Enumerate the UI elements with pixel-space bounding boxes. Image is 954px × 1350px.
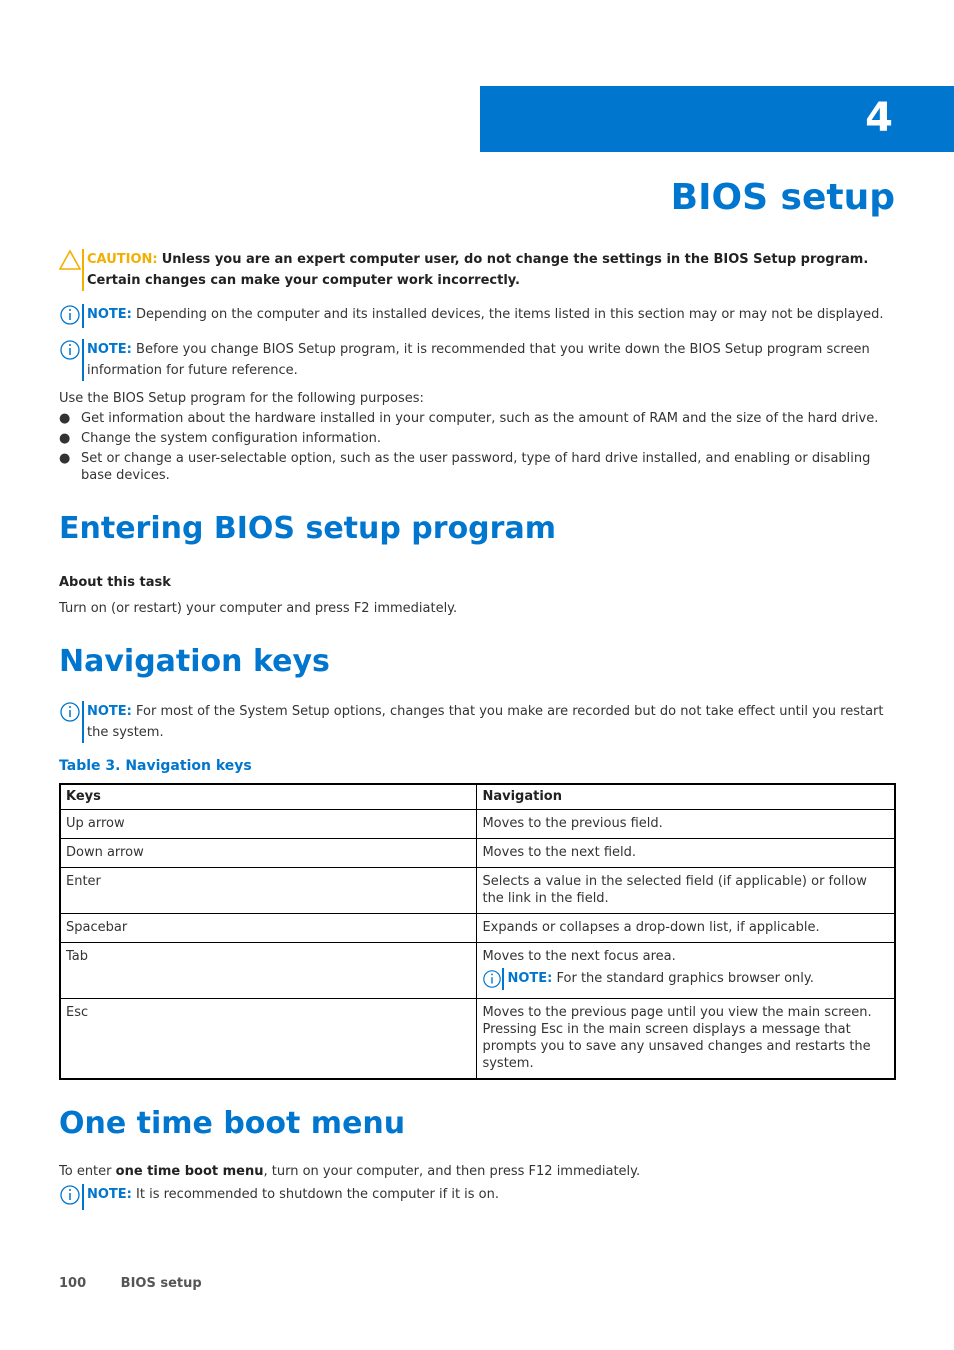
note-label: NOTE: (87, 704, 132, 719)
note-label: NOTE: (87, 307, 132, 322)
note-text: For most of the System Setup options, changes that you make are recorded but do not take effect until you restart the system. (87, 704, 884, 740)
caution-label: CAUTION: (87, 252, 158, 267)
key-cell: Spacebar (60, 914, 477, 943)
note-text: Depending on the computer and its installed devices, the items listed in this section may or may not be displayed. (136, 307, 884, 322)
table-row (60, 868, 895, 914)
note-callout (59, 1184, 899, 1208)
info-icon (59, 701, 81, 723)
intro-text: Use the BIOS Setup program for the following purposes: (59, 391, 424, 406)
boot-instructions: To enter one time boot menu, turn on your computer, and then press F12 immediately. (59, 1164, 641, 1179)
list-item: ● Change the system configuration information. (59, 431, 382, 446)
note-text: Before you change BIOS Setup program, it is recommended that you write down the BIOS Setup program screen information for future reference. (87, 342, 870, 378)
table-row (60, 999, 895, 1080)
section-heading-boot: One time boot menu (59, 1106, 406, 1141)
key-cell: Esc (60, 999, 477, 1080)
info-icon (482, 969, 502, 989)
navigation-keys-table (59, 783, 896, 1080)
footer-title: BIOS setup (120, 1276, 202, 1291)
table-row (60, 943, 895, 999)
info-icon (59, 339, 81, 361)
navigation-cell: Expands or collapses a drop-down list, if applicable. (477, 914, 895, 943)
section-heading-entering: Entering BIOS setup program (59, 511, 556, 546)
navigation-text: Moves to the next focus area. (482, 949, 676, 964)
entering-instructions: Turn on (or restart) your computer and press F2 immediately. (59, 601, 458, 616)
column-header-navigation: Navigation (477, 784, 895, 810)
warning-icon (59, 249, 81, 271)
column-header-keys: Keys (60, 784, 477, 810)
caution-notice (59, 249, 899, 293)
note-text: For the standard graphics browser only. (556, 971, 814, 986)
table-row (60, 914, 895, 943)
note-callout (59, 339, 899, 383)
key-cell: Down arrow (60, 839, 477, 868)
key-cell: Up arrow (60, 810, 477, 839)
chapter-number: 4 (865, 95, 893, 141)
chapter-banner (480, 86, 954, 152)
note-label: NOTE: (507, 971, 553, 986)
key-cell: Tab (60, 943, 477, 999)
table-row (60, 839, 895, 868)
info-icon (59, 304, 81, 326)
table-header-row (60, 784, 895, 810)
navigation-cell: Moves to the previous page until you view the main screen. Pressing Esc in the main screen displays a message that prompts you to save any unsaved changes and restarts the system. (477, 999, 895, 1080)
chapter-title: BIOS setup (670, 177, 895, 218)
list-item: ● Set or change a user-selectable option, such as the user password, type of hard drive installed, and enabling or disabling base devices. (59, 451, 871, 483)
note-label: NOTE: (87, 1187, 132, 1202)
caution-text: Unless you are an expert computer user, do not change the settings in the BIOS Setup program. Certain changes can make your computer work incorrectly. (87, 252, 869, 288)
page-footer (59, 1276, 202, 1291)
note-label: NOTE: (87, 342, 132, 357)
section-heading-navigation: Navigation keys (59, 644, 330, 679)
table-row (60, 810, 895, 839)
list-item: ● Get information about the hardware installed in your computer, such as the amount of RAM and the size of the hard drive. (59, 411, 879, 426)
navigation-cell (477, 943, 895, 999)
navigation-cell: Moves to the next field. (477, 839, 895, 868)
note-callout (482, 968, 889, 992)
navigation-cell: Moves to the previous field. (477, 810, 895, 839)
note-callout (59, 304, 899, 328)
key-cell: Enter (60, 868, 477, 914)
note-callout (59, 701, 899, 745)
table-caption: Table 3. Navigation keys (59, 758, 252, 774)
purpose-list (59, 410, 894, 487)
info-icon (59, 1184, 81, 1206)
page-number: 100 (59, 1276, 87, 1291)
note-text: It is recommended to shutdown the computer if it is on. (136, 1187, 500, 1202)
navigation-cell: Selects a value in the selected field (if applicable) or follow the link in the field. (477, 868, 895, 914)
about-task-heading: About this task (59, 575, 171, 590)
